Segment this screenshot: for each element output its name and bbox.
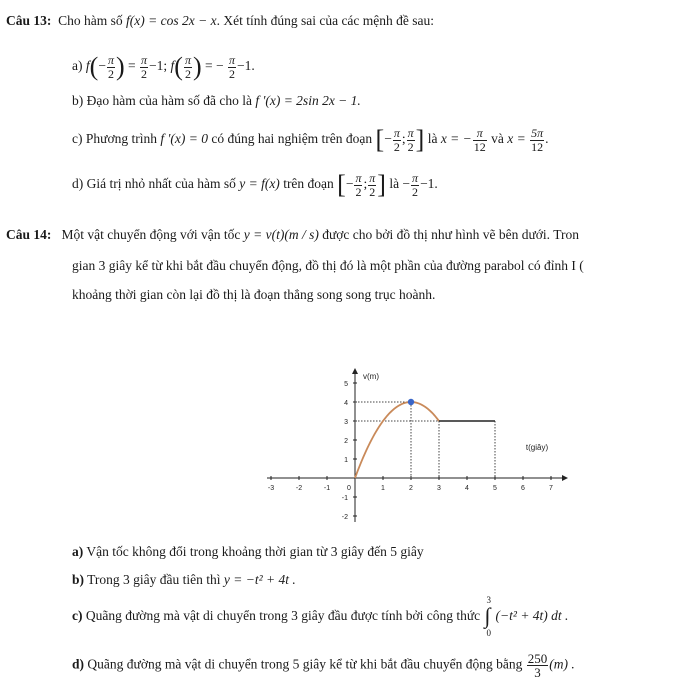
q13-d-func: y = f(x) <box>239 176 280 192</box>
q13-d-label: d) <box>72 176 84 192</box>
q13-d-tail: −1. <box>420 176 438 192</box>
q14-c-text: Quãng đường mà vật di chuyển trong 3 giây đầu được tính bởi công thức <box>85 608 481 624</box>
y-tick-label: 2 <box>344 438 348 445</box>
q13-statement <box>6 13 434 29</box>
x-tick-label: 7 <box>549 485 553 492</box>
y-tick-label: -1 <box>341 495 348 502</box>
q13-c-bound-left: $\frac{\pi}{2}$ <box>393 125 400 154</box>
q13-c-x1-frac: $\frac{\pi}{12}$ <box>473 125 486 154</box>
q13-c-x1: x = − <box>440 131 472 147</box>
q13-function: f(x) = cos 2x − x <box>126 13 217 28</box>
q13-intro: Cho hàm số <box>58 13 123 28</box>
q13-a-frac4: $\frac{\pi}{2}$ <box>229 52 236 81</box>
q13-b-expr: f '(x) = 2sin 2x − 1. <box>255 93 361 108</box>
q14-b-expr: y = −t² + 4t . <box>223 572 296 587</box>
q13-d: d) Giá trị nhỏ nhất của hàm số y = f(x) trên đoạn [− $\frac{\pi}{2}$ ; $\frac{\pi}{2}$ ] là − $\frac{\pi}{2}$ −1. <box>72 170 438 199</box>
x-tick-label: -2 <box>295 485 303 492</box>
q13-a-label: a) <box>72 58 83 74</box>
q13-a-frac3: $\frac{\pi}{2}$ <box>184 52 191 81</box>
x-tick-label: 6 <box>521 485 525 492</box>
q13-d-frac: $\frac{\pi}{2}$ <box>412 170 419 199</box>
x-axis-label: t(giây) <box>525 443 549 452</box>
q14-a-text: Vận tốc không đổi trong khoảng thời gian từ 3 giây đến 5 giây <box>86 544 424 559</box>
y-tick-label: 3 <box>344 419 348 426</box>
q13-instruction: . Xét tính đúng sai của các mệnh đề sau: <box>216 13 435 28</box>
q13-d-text1: Giá trị nhỏ nhất của hàm số <box>86 176 236 192</box>
x-tick-label: 4 <box>465 485 469 492</box>
q13-d-text2: trên đoạn <box>283 176 334 192</box>
q14-a <box>72 544 424 560</box>
y-tick-label: 1 <box>344 457 348 464</box>
q13-a: a) f(− $\frac{\pi}{2}$ ) = $\frac{\pi}{2}$ −1; f( $\frac{\pi}{2}$ ) = − $\frac{\pi}{2}$ −1. <box>72 52 255 81</box>
y-tick-label: 4 <box>344 400 348 407</box>
q13-c-x2: x = <box>507 131 526 147</box>
q13-a-eq2: = − <box>205 58 224 74</box>
x-tick-label: -1 <box>323 485 331 492</box>
q13-c: c) Phương trình f '(x) = 0 có đúng hai nghiệm trên đoạn [− $\frac{\pi}{2}$ ; $\frac{\pi}{2}$ ] là x = − $\frac{\pi}{12}$ và x = $\frac{5\pi}{12}$ . <box>72 125 549 154</box>
q14-a-label: a) <box>72 544 84 559</box>
q13-c-text1: Phương trình <box>85 131 157 147</box>
q13-d-text3: là − <box>389 176 411 192</box>
integral-sign: 3 ∫ 0 <box>484 595 492 638</box>
q14-d-unit: (m) . <box>549 656 575 672</box>
q14-b-label: b) <box>72 572 85 587</box>
q13-c-label: c) <box>72 131 83 147</box>
q13-c-text3: là <box>427 131 438 147</box>
q13-c-text2: có đúng hai nghiệm trên đoạn <box>211 131 373 147</box>
q14-line1 <box>6 227 579 243</box>
integral-upper: 3 <box>486 595 492 605</box>
q14-line3: khoảng thời gian còn lại đồ thị là đoạn thẳng song song trục hoành. <box>72 287 436 302</box>
q13-b-text: Đạo hàm của hàm số đã cho là <box>86 93 252 108</box>
y-tick-label: -2 <box>341 514 348 521</box>
q13-label: Câu 13: <box>6 13 52 28</box>
q13-a-rhs1: −1; <box>149 58 168 74</box>
q14-d <box>72 652 575 679</box>
q14-d-text: Quãng đường mà vật di chuyển trong 5 giây kể từ khi bắt đầu chuyển động bằng <box>87 656 523 672</box>
q14-line1-a: Một vật chuyển động với vận tốc <box>61 227 241 242</box>
q14-d-frac: $\frac{250}{3}$ <box>527 651 548 680</box>
q13-b-label: b) <box>72 93 84 108</box>
q13-d-bound-right: $\frac{\pi}{2}$ <box>369 170 376 199</box>
x-tick-label: -3 <box>267 485 275 492</box>
parabola-curve <box>355 402 439 478</box>
q13-d-bound-left: $\frac{\pi}{2}$ <box>355 170 362 199</box>
integral-lower: 0 <box>486 628 492 638</box>
q14-b <box>72 572 296 588</box>
vertex-point <box>408 399 414 405</box>
q13-a-rhs2: −1. <box>237 58 255 74</box>
q14-b-text: Trong 3 giây đầu tiên thì <box>87 572 221 587</box>
x-tick-label: 3 <box>437 485 441 492</box>
q13-a-frac1: $\frac{\pi}{2}$ <box>107 52 114 81</box>
q13-a-f-right: f <box>170 58 175 74</box>
x-tick-label: 1 <box>381 485 385 492</box>
q14-line2: gian 3 giây kể từ khi bắt đầu chuyển động, đồ thị đó là một phần của đường parabol có đỉnh I ( <box>72 258 584 273</box>
q14-c <box>72 595 569 638</box>
q13-c-bound-right: $\frac{\pi}{2}$ <box>407 125 414 154</box>
x-tick-label: 5 <box>493 485 497 492</box>
q14-c-integrand: (−t² + 4t) dt . <box>495 608 569 624</box>
x-tick-label: 0 <box>347 485 351 492</box>
y-tick-label: 5 <box>344 381 348 388</box>
q14-d-label: d) <box>72 656 85 672</box>
q13-b <box>72 93 361 109</box>
velocity-chart <box>258 313 578 538</box>
q13-c-eqn: f '(x) = 0 <box>160 131 208 147</box>
q13-a-eq1: = <box>128 58 136 74</box>
q13-c-and: và <box>491 131 504 147</box>
x-tick-label: 2 <box>409 485 413 492</box>
q13-c-x2-frac: $\frac{5\pi}{12}$ <box>531 125 544 154</box>
q14-c-label: c) <box>72 608 83 624</box>
y-axis-label: v(m) <box>363 372 379 381</box>
q14-label: Câu 14: <box>6 227 52 242</box>
q14-line1-expr: y = v(t)(m / s) <box>243 227 319 242</box>
q13-a-f-left: f <box>85 58 90 74</box>
q13-a-frac2: $\frac{\pi}{2}$ <box>141 52 148 81</box>
q14-line1-b: được cho bởi đồ thị như hình vẽ bên dưới. Tron <box>322 227 579 242</box>
